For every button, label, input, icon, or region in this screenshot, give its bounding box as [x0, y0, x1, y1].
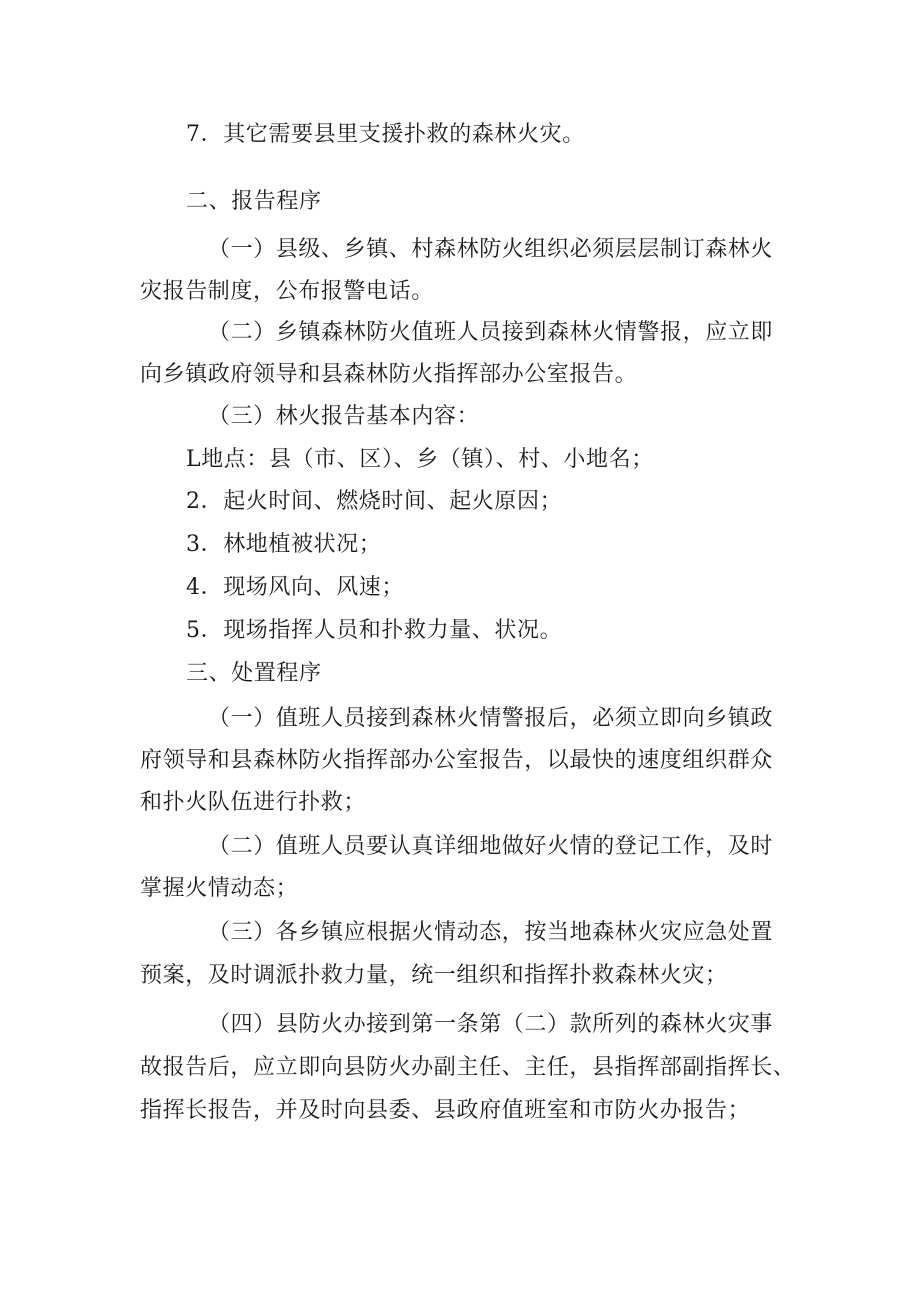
- section-heading-handling-procedure: 三、处置程序: [186, 661, 322, 686]
- paragraph-line: 向乡镇政府领导和县森林防火指挥部办公室报告。: [140, 362, 638, 387]
- paragraph-line: 和扑火队伍进行扑救；: [140, 790, 367, 815]
- paragraph-line: 掌握火情动态；: [140, 876, 299, 901]
- paragraph-line: （二）乡镇森林防火值班人员接到森林火情警报，应立即: [208, 320, 774, 345]
- paragraph-line: 故报告后，应立即向县防火办副主任、主任，县指挥部副指挥长、: [140, 1055, 796, 1080]
- paragraph-line: 预案，及时调派扑救力量，统一组织和指挥扑救森林火灾；: [140, 963, 728, 988]
- paragraph-line: （四）县防火办接到第一条第（二）款所列的森林火灾事: [208, 1012, 774, 1037]
- list-item: L地点：县（市、区）、乡（镇）、村、小地名；: [186, 447, 654, 472]
- item-7-line: 7．其它需要县里支援扑救的森林火灾。: [186, 122, 585, 147]
- list-item: 3．林地植被状况；: [186, 532, 382, 557]
- paragraph-line: 指挥长报告，并及时向县委、县政府值班室和市防火办报告；: [140, 1098, 751, 1123]
- paragraph-line: （三）林火报告基本内容：: [208, 404, 480, 429]
- list-item: 2．起火时间、燃烧时间、起火原因；: [186, 489, 563, 514]
- section-heading-report-procedure: 二、报告程序: [186, 189, 322, 214]
- list-item: 5．现场指挥人员和扑救力量、状况。: [186, 618, 563, 643]
- paragraph-line: 灾报告制度，公布报警电话。: [140, 279, 434, 304]
- paragraph-line: 府领导和县森林防火指挥部办公室报告，以最快的速度组织群众: [140, 748, 773, 773]
- list-item: 4．现场风向、风速；: [186, 575, 404, 600]
- paragraph-line: （一）县级、乡镇、村森林防火组织必须层层制订森林火: [208, 237, 774, 262]
- paragraph-line: （一）值班人员接到森林火情警报后，必须立即向乡镇政: [208, 706, 774, 731]
- paragraph-line: （三）各乡镇应根据火情动态，按当地森林火灾应急处置: [208, 920, 774, 945]
- paragraph-line: （二）值班人员要认真详细地做好火情的登记工作，及时: [208, 834, 774, 859]
